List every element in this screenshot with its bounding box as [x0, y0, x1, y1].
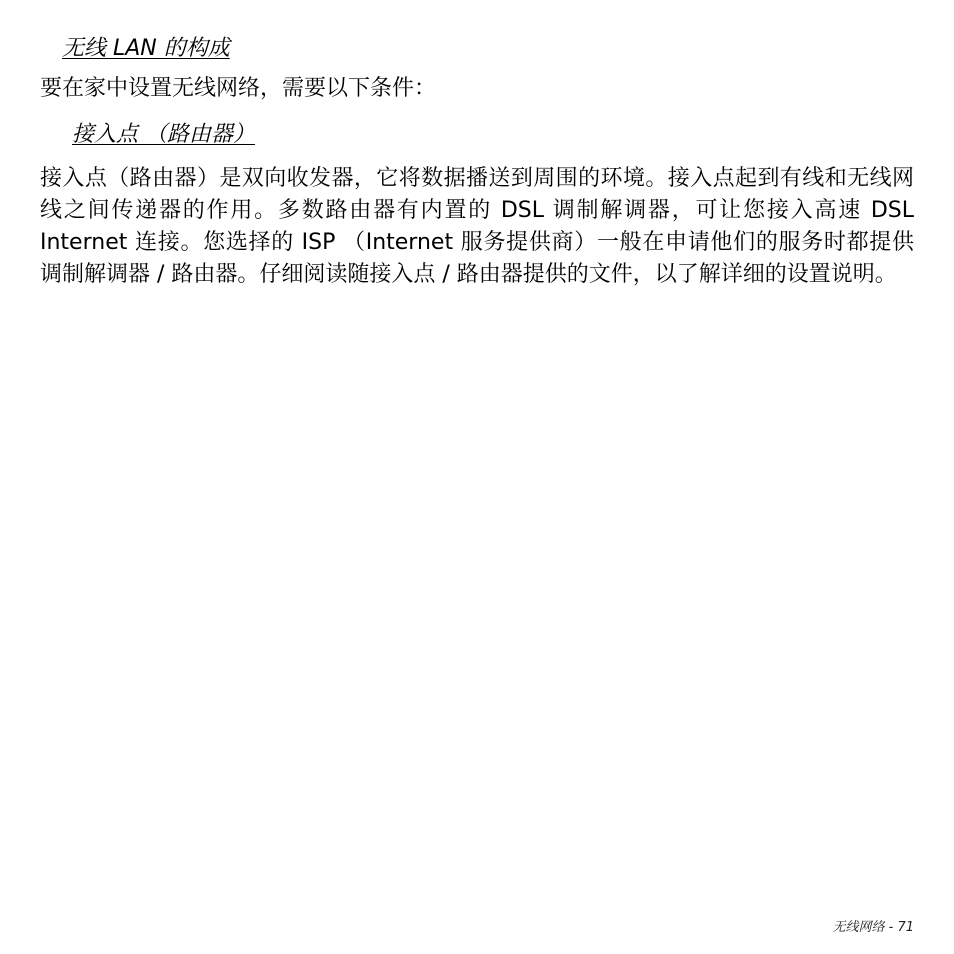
- intro-paragraph: 要在家中设置无线网络，需要以下条件：: [40, 76, 437, 101]
- subsection-heading: 接入点 （路由器）: [72, 122, 255, 147]
- section-heading: 无线 LAN 的构成: [62, 36, 230, 61]
- body-paragraph: 接入点（路由器）是双向收发器，它将数据播送到周围的环境。接入点起到有线和无线网线之间传递器的作用。多数路由器有内置的 DSL 调制解调器，可让您接入高速 DSL Internet 连接。您选择的 ISP （Internet 服务提供商）一般在申请他们的服务时都提供调制解调器 / 路由器。仔细阅读随接入点 / 路由器提供的文件，以了解详细的设置说明。: [40, 166, 914, 287]
- page-footer: 无线网络 - 71: [832, 920, 914, 935]
